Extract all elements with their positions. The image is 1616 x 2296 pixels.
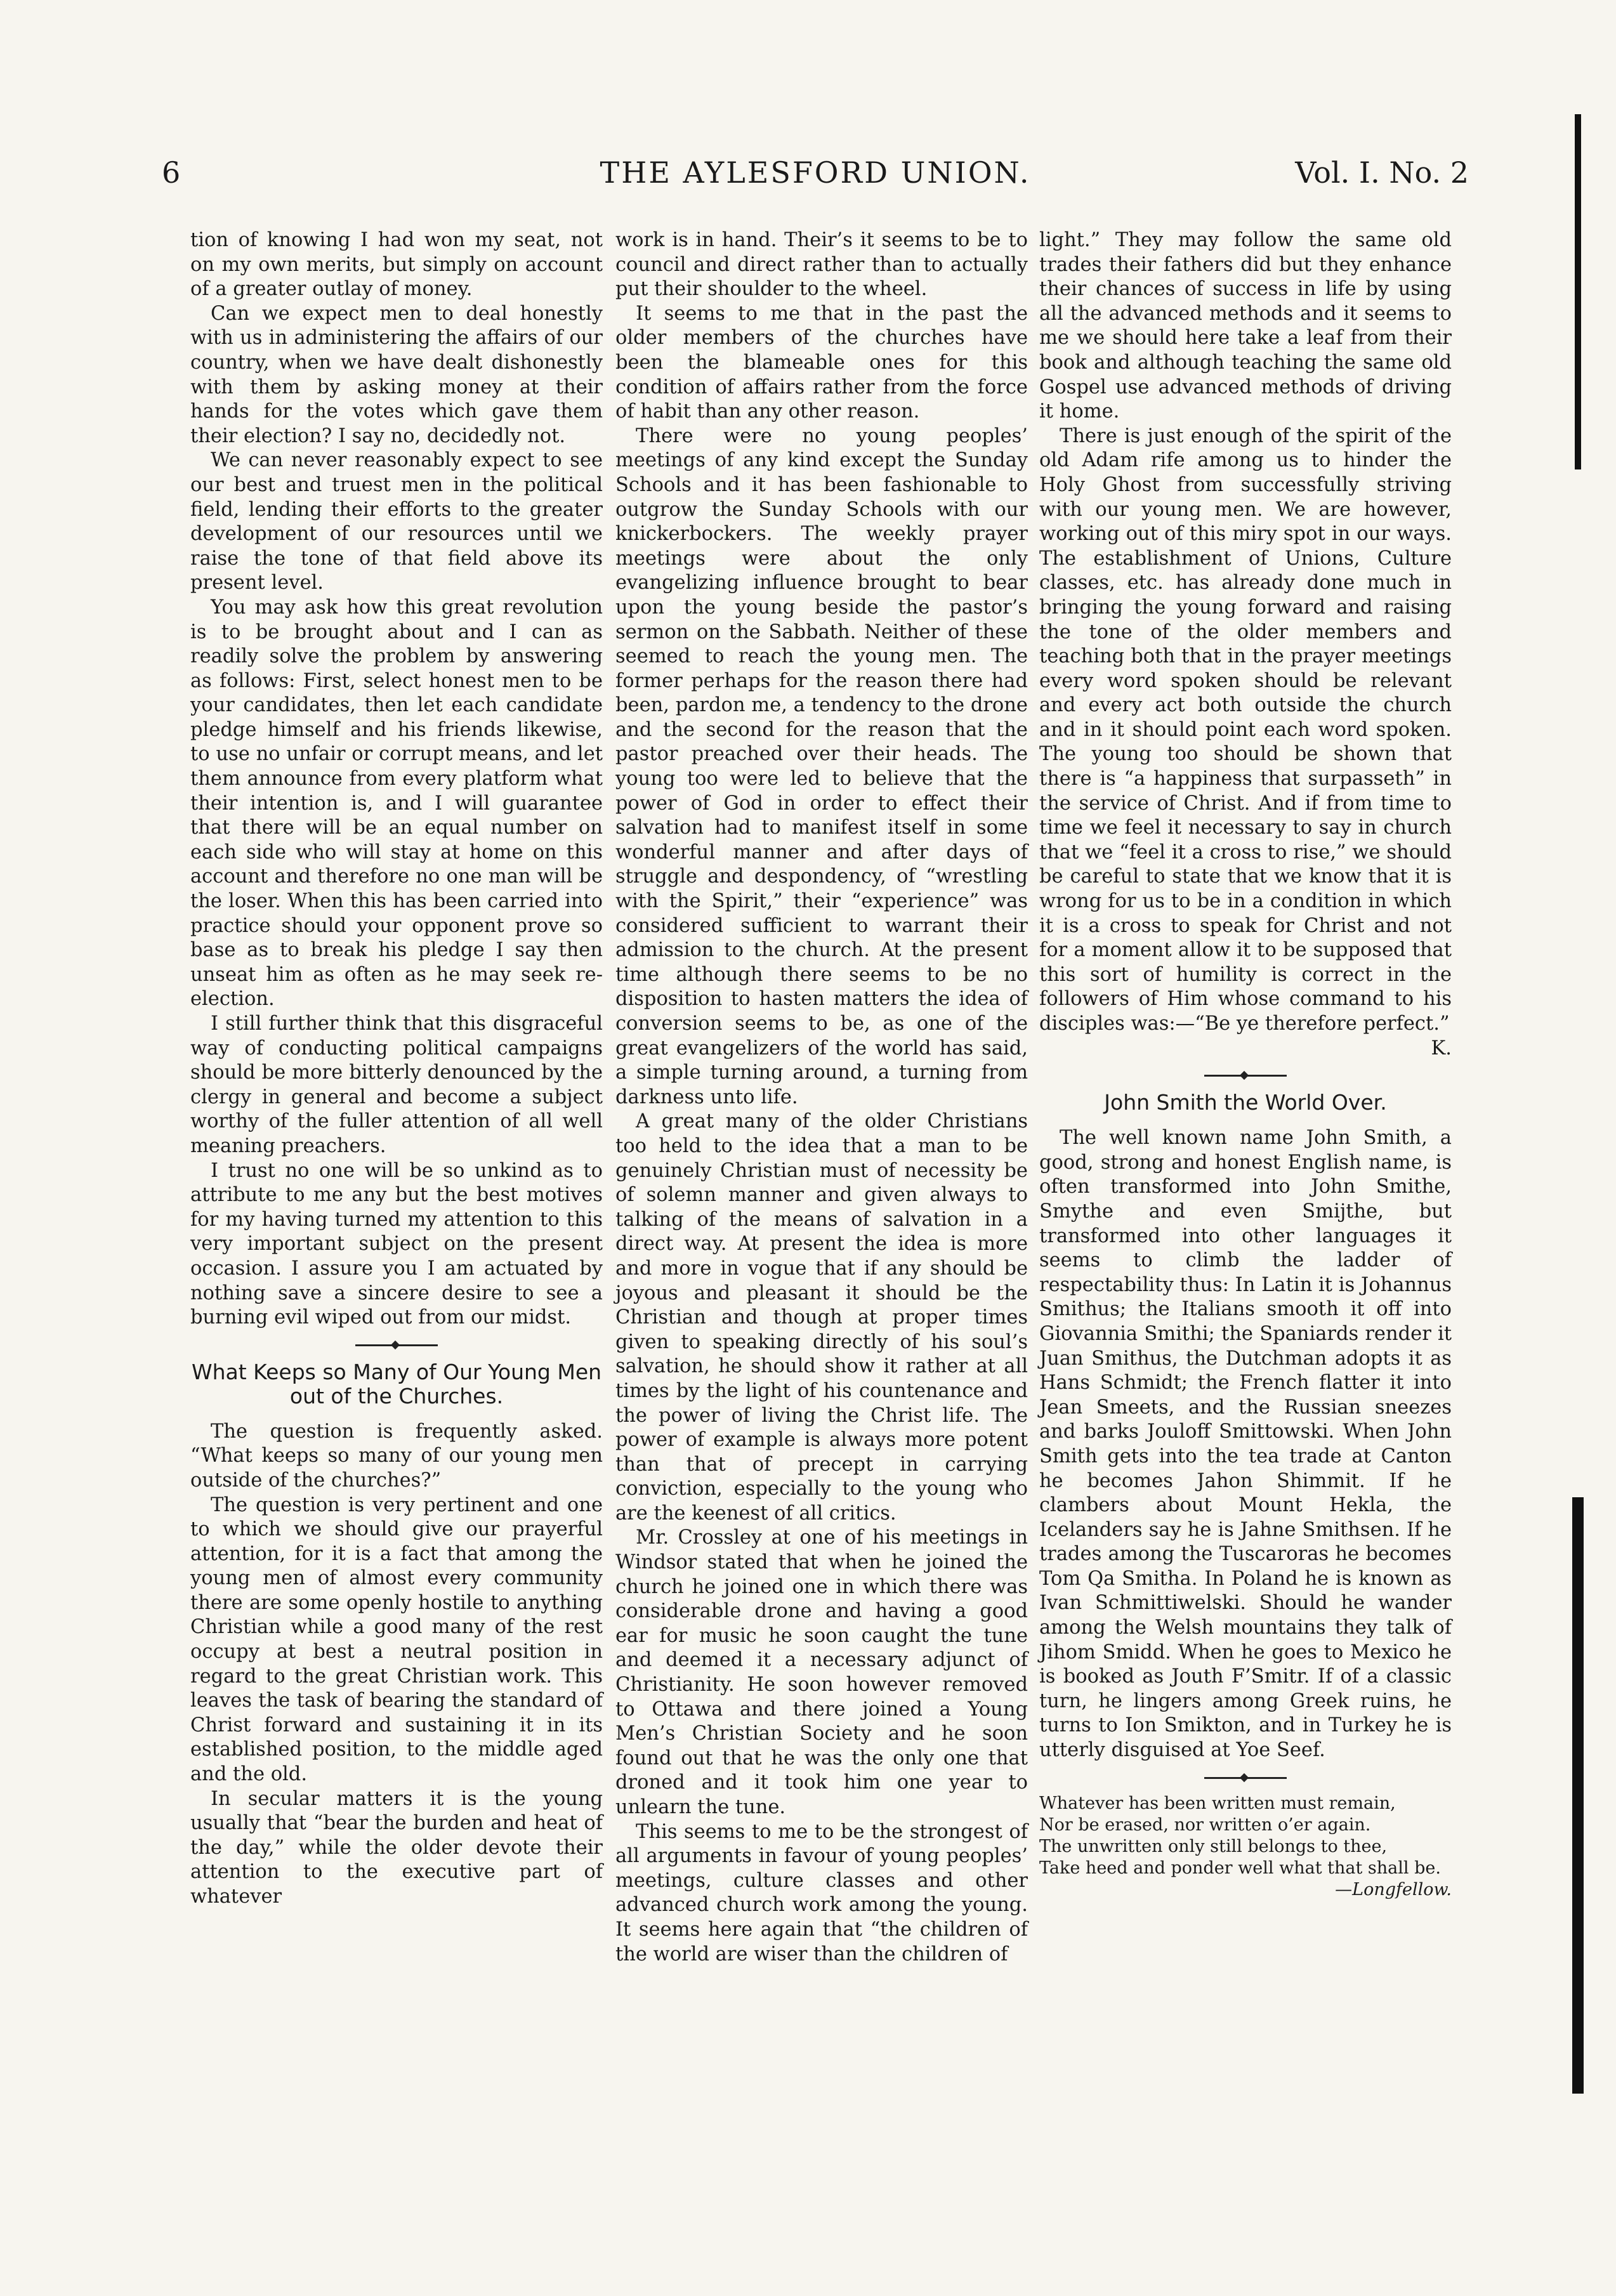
newspaper-title: THE AYLESFORD UNION. bbox=[600, 155, 1031, 190]
section-divider bbox=[1204, 1075, 1287, 1077]
author-signature: K. bbox=[1431, 1037, 1452, 1059]
poem-attribution: —Longfellow. bbox=[1335, 1879, 1452, 1899]
poem-line: Nor be erased, nor written o’er again. bbox=[1039, 1814, 1371, 1835]
paragraph: The question is very pertinent and one to which we should give our prayerful attention, for it is a fact that among the young men of almost every community there are some openly hostile to anything Christian while a good many of the rest occupy at best a neutral position in regard to the great Christian work. This leaves the task of bearing the standard of Christ forward and sustaining it in its established position, to the middle aged and the old. bbox=[190, 1493, 603, 1786]
page-edge-mark bbox=[1575, 114, 1581, 469]
paragraph: This seems to me to be the strongest of all arguments in favour of young peoples’ meetings, culture classes and other advanced church work among the young. It seems here again that “the children of the world are wiser than the children of bbox=[615, 1820, 1028, 1965]
article-heading: What Keeps so Many of Our Young Men out of the Churches. bbox=[191, 1359, 602, 1408]
paragraph: There is just enough of the spirit of the old Adam rife among us to hinder the Holy Ghost from successfully striving with our young men. We are however, working out of this miry spot in our ways. The establishment of Unions, Culture classes, etc. has already done much in bringing the young forward and raising the tone of the older members and teaching both that in the prayer meetings every word spoken should be relevant and every act both outside the church and in it should point each word spoken. The young too should be shown that there is “a happiness that surpasseth” in the service of Christ. And if from time to time we feel it necessary to say in church that we “feel it a cross to rise,” we should be careful to state that we know that it is wrong for us to be in a condition in which it is a cross to speak for Christ and not for a moment allow it to be supposed that this sort of humility is correct in the followers of Him whose command to his disciples was:—“Be ye therefore perfect.” bbox=[1039, 424, 1452, 1035]
paragraph: In secular matters it is the young usually that “bear the burden and heat of the day,” while the older devote their attention to the executive part of whatever bbox=[190, 1787, 603, 1908]
section-divider bbox=[355, 1344, 438, 1346]
paragraph: I still further think that this disgraceful way of conducting political campaigns should be more bitterly denounced by the clergy in general and become a subject worthy of the fuller attention of all well meaning preachers. bbox=[190, 1013, 603, 1157]
paragraph: light.” They may follow the same old trades their fathers did but they enhance their chances of success in life by using all the advanced methods and it seems to me we should here take a leaf from their book and although teaching the same old Gospel use advanced methods of driving it home. bbox=[1039, 229, 1452, 423]
paragraph: You may ask how this great revolution is to be brought about and I can as readily solve the problem by answering as follows: First, select honest men to be your candidates, then let each candidate pledge himself and his friends likewise, to use no unfair or corrupt means, and let them announce from every platform what their intention is, and I will guarantee that there will be an equal number on each side who will stay at home on this account and therefore no one man will be the loser. When this has been carried into practice should your opponent prove so base as to break his pledge I say then unseat him as often as he may seek re-election. bbox=[190, 596, 603, 1011]
page-number: 6 bbox=[162, 155, 181, 190]
page-edge-mark bbox=[1572, 1497, 1584, 2094]
article-heading: John Smith the World Over. bbox=[1104, 1090, 1387, 1115]
paragraph: The well known name John Smith, a good, strong and honest English name, is often transformed into John Smithe, Smythe and even Smijthe, but transformed into other languages it seems to climb the ladder of respectability thus: In Latin it is Johannus Smithus; the Italians smooth it off into Giovannia Smithi; the Spaniards render it Juan Smithus, the Dutchman adopts it as Hans Schmidt; the French flatter it into Jean Smeets, and the Russian sneezes and barks Jouloff Smittowski. When John Smith gets into the tea trade at Canton he becomes Jahon Shimmit. If he clambers about Mount Hekla, the Icelanders say he is Jahne Smithsen. If he trades among the Tuscaroras he becomes Tom Qa Smitha. In Poland he is known as Ivan Schmittiwelski. Should he wander among the Welsh mountains they talk of Jihom Smidd. When he goes to Mexico he is booked as Jouth F’Smitr. If of a classic turn, he lingers among Greek ruins, he turns to Ion Smikton, and in Turkey he is utterly disguised at Yoe Seef. bbox=[1039, 1127, 1452, 1762]
column-1 bbox=[190, 228, 603, 1910]
page-header bbox=[162, 155, 1469, 200]
column-2 bbox=[615, 228, 1028, 1967]
poem-line: Take heed and ponder well what that shall be. bbox=[1039, 1858, 1441, 1878]
column-3 bbox=[1039, 228, 1452, 1901]
paragraph: tion of knowing I had won my seat, not on my own merits, but simply on account of a greater outlay of money. bbox=[190, 229, 603, 301]
volume-number: Vol. I. No. 2 bbox=[1295, 155, 1469, 190]
poem bbox=[1039, 1793, 1452, 1901]
poem-line: The unwritten only still belongs to thee, bbox=[1039, 1836, 1388, 1856]
paragraph: It seems to me that in the past the older members of the churches have been the blameable ones for this condition of affairs rather from the force of habit than any other reason. bbox=[615, 302, 1028, 423]
paragraph: There were no young peoples’ meetings of any kind except the Sunday Schools and it has been fashionable to outgrow the Sunday Schools with our knickerbockers. The weekly prayer meetings were about the only evangelizing influence brought to bear upon the young beside the pastor’s sermon on the Sabbath. Neither of these seemed to reach the young men. The former perhaps for the reason there had been, pardon me, a tendency to the drone and the second for the reason that the pastor preached over their heads. The young too were led to believe that the power of God in order to effect their salvation had to manifest itself in some wonderful manner and after days of struggle and despondency, of “wrestling with the Spirit,” their “experience” was considered sufficient to warrant their admission to the church. At the present time although there seems to be no disposition to hasten matters the idea of conversion seems to be, as one of the great evangelizers of the world has said, a simple turning around, a turning from darkness unto life. bbox=[615, 424, 1028, 1108]
paragraph: We can never reasonably expect to see our best and truest men in the political field, lending their efforts to the greater development of our resources until we raise the tone of that field above its present level. bbox=[190, 449, 603, 594]
poem-line: Whatever has been written must remain, bbox=[1039, 1793, 1396, 1813]
paragraph: I trust no one will be so unkind as to attribute to me any but the best motives for my having turned my attention to this very important subject on the present occasion. I assure you I am actuated by nothing save a sincere desire to see a burning evil wiped out from our midst. bbox=[190, 1159, 603, 1329]
paragraph: A great many of the older Christians too held to the idea that a man to be genuinely Christian must of necessity be of solemn manner and given always to talking of the means of salvation in a direct way. At present the idea is more and more in vogue that if any should be joyous and pleasant it should be the Christian and though at proper times given to speaking directly of his soul’s salvation, he should show it rather at all times by the light of his countenance and the power of living the Christ life. The power of example is always more potent than that of precept in carrying conviction, especially to the young who are the keenest of all critics. bbox=[615, 1110, 1028, 1525]
section-divider bbox=[1204, 1777, 1287, 1779]
paragraph: The question is frequently asked. “What keeps so many of our young men outside of the churches?” bbox=[190, 1420, 603, 1492]
paragraph: Mr. Crossley at one of his meetings in Windsor stated that when he joined the church he joined one in which there was considerable drone and having a good ear for music he soon caught the tune and deemed it a necessary adjunct of Christianity. He soon however removed to Ottawa and there joined a Young Men’s Christian Society and he soon found out that he was the only one that droned and it took him one year to unlearn the tune. bbox=[615, 1526, 1028, 1818]
paragraph: Can we expect men to deal honestly with us in administering the affairs of our country, when we have dealt dishonestly with them by asking money at their hands for the votes which gave them their election? I say no, decidedly not. bbox=[190, 302, 603, 447]
paragraph: work is in hand. Their’s it seems to be to council and direct rather than to actually put their shoulder to the wheel. bbox=[615, 229, 1028, 301]
